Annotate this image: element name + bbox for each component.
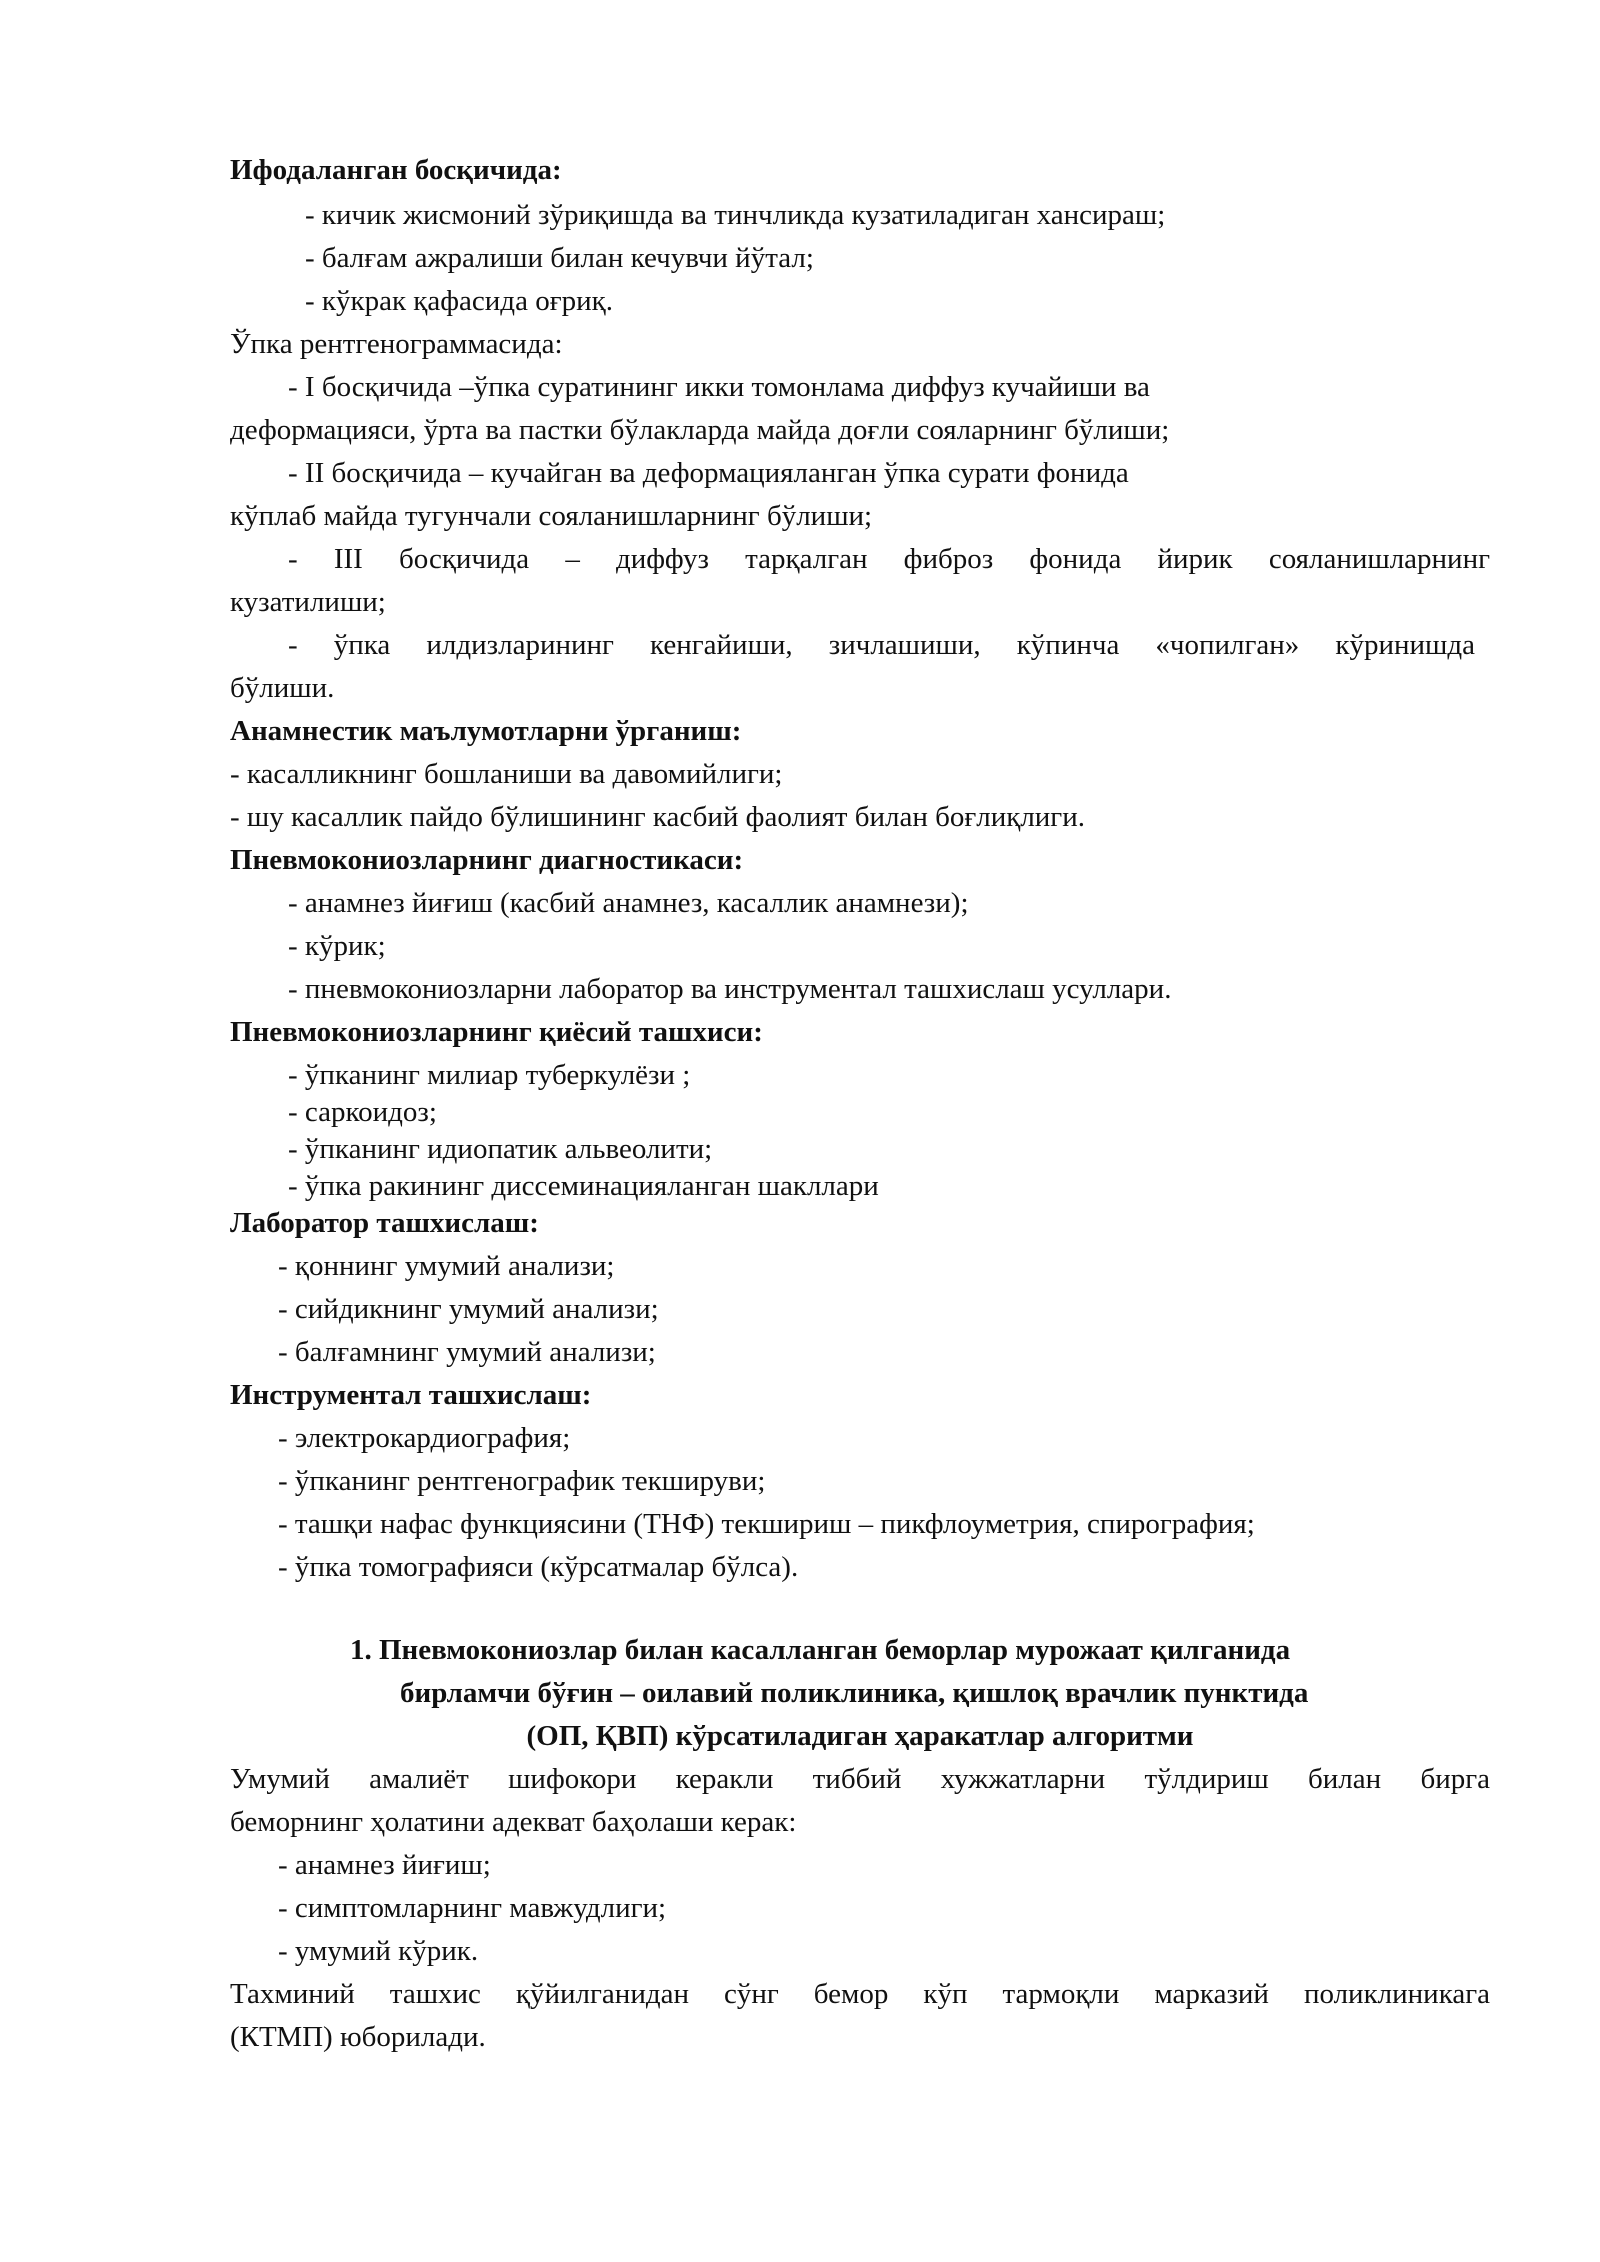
paragraph-line: - ўпка илдизларининг кенгайиши, зичлашиши, кўпинча «чопилган» кўринишда: [288, 629, 1475, 661]
list-item: - балғамнинг умумий анализи;: [278, 1336, 656, 1368]
paragraph-line: - III босқичида – диффуз тарқалган фиброз фонида йирик сояланишларнинг: [288, 543, 1490, 575]
paragraph-line: Тахминий ташхис қўйилганидан сўнг бемор кўп тармоқли марказий поликлиникага: [230, 1978, 1490, 2010]
section-heading-laboratory: Лаборатор ташхислаш:: [230, 1207, 539, 1239]
list-item: - симптомларнинг мавжудлиги;: [278, 1892, 667, 1924]
list-item: - ўпка томографияси (кўрсатмалар бўлса).: [278, 1551, 799, 1583]
list-item: - қоннинг умумий анализи;: [278, 1250, 615, 1282]
paragraph-line: - II босқичида – кучайган ва деформацияланган ўпка сурати фонида: [288, 457, 1129, 489]
paragraph-line: кузатилиши;: [230, 586, 386, 618]
list-item: - балғам ажралиши билан кечувчи йўтал;: [305, 242, 814, 274]
section-title-algorithm-line: (ОП, ҚВП) кўрсатиладиган ҳаракатлар алгоритми: [526, 1720, 1194, 1752]
paragraph-line: (КТМП) юборилади.: [230, 2021, 486, 2053]
list-item: - пневмокониозларни лаборатор ва инструментал ташхислаш усуллари.: [288, 973, 1172, 1005]
list-item: - ўпканинг милиар туберкулёзи ;: [288, 1059, 691, 1091]
list-item: - анамнез йиғиш;: [278, 1849, 491, 1881]
paragraph-line: беморнинг ҳолатини адекват баҳолаши керак:: [230, 1806, 797, 1838]
section-heading-anamnesis: Анамнестик маълумотларни ўрганиш:: [230, 715, 742, 747]
section-heading-xray: Ўпка рентгенограммасида:: [230, 328, 563, 360]
paragraph-line: кўплаб майда тугунчали сояланишларнинг бўлиши;: [230, 500, 873, 532]
section-heading-differential: Пневмокониозларнинг қиёсий ташхиси:: [230, 1016, 763, 1048]
paragraph-line: бўлиши.: [230, 672, 335, 704]
section-heading-diagnostics: Пневмокониозларнинг диагностикаси:: [230, 844, 744, 876]
list-item: - анамнез йиғиш (касбий анамнез, касаллик анамнези);: [288, 887, 969, 919]
section-heading-pronounced-stage: Ифодаланган босқичида:: [230, 154, 562, 186]
list-item: - ўпканинг рентгенографик текшируви;: [278, 1465, 766, 1497]
section-title-algorithm-line: бирламчи бўғин – оилавий поликлиника, қишлоқ врачлик пунктида: [400, 1677, 1309, 1709]
paragraph-line: деформацияси, ўрта ва пастки бўлакларда майда доғли сояларнинг бўлиши;: [230, 414, 1170, 446]
list-item: - кўрик;: [288, 930, 386, 962]
list-item: - кичик жисмоний зўриқишда ва тинчликда кузатиладиган хансираш;: [305, 199, 1166, 231]
list-item: - шу касаллик пайдо бўлишининг касбий фаолият билан боғлиқлиги.: [230, 801, 1085, 833]
paragraph-line: - I босқичида –ўпка суратининг икки томонлама диффуз кучайиши ва: [288, 371, 1150, 403]
list-item: - ўпка ракининг диссеминацияланган шакллари: [288, 1170, 879, 1202]
list-item: - кўкрак қафасида оғриқ.: [305, 285, 613, 317]
list-item: - умумий кўрик.: [278, 1935, 479, 1967]
list-item: - ўпканинг идиопатик альвеолити;: [288, 1133, 713, 1165]
list-item: - саркоидоз;: [288, 1096, 437, 1128]
paragraph-line: Умумий амалиёт шифокори керакли тиббий хужжатларни тўлдириш билан бирга: [230, 1763, 1490, 1795]
list-item: - сийдикнинг умумий анализи;: [278, 1293, 659, 1325]
section-heading-instrumental: Инструментал ташхислаш:: [230, 1379, 592, 1411]
list-item: - ташқи нафас функциясини (ТНФ) текшириш – пикфлоуметрия, спирография;: [278, 1508, 1255, 1540]
list-item: - электрокардиография;: [278, 1422, 571, 1454]
list-item: - касалликнинг бошланиши ва давомийлиги;: [230, 758, 783, 790]
section-title-algorithm: 1. Пневмокониозлар билан касалланган беморлар мурожаат қилганида: [350, 1634, 1291, 1666]
